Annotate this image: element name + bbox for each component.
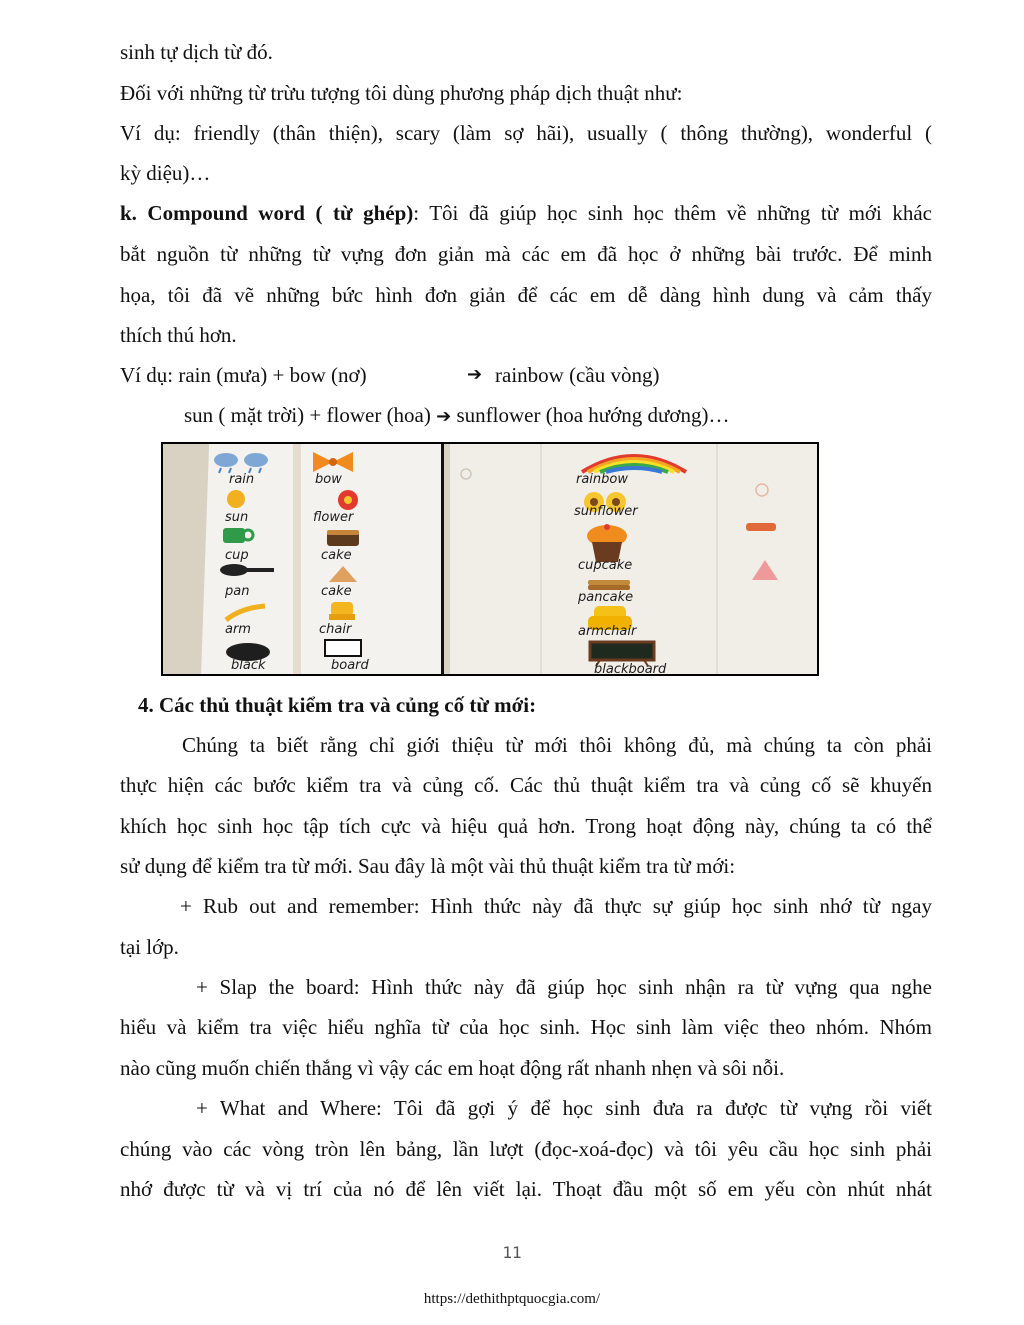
word-label: armchair xyxy=(578,624,637,639)
section-k-heading: k. Compound word ( từ ghép) xyxy=(120,201,414,225)
cake-slice-sketch-icon xyxy=(750,558,780,582)
cup-icon xyxy=(221,526,255,546)
section-4-heading: 4. Các thủ thuật kiểm tra và củng cố từ mới: xyxy=(138,693,537,717)
pan-icon xyxy=(218,562,278,578)
text-line: nào cũng muốn chiến thắng vì vậy các em hoạt động rất nhanh nhẹn và sôi nỗi. xyxy=(120,1056,785,1080)
board-icon xyxy=(323,638,363,660)
page-number: 11 xyxy=(502,1243,522,1262)
arrow-icon: ➔ xyxy=(467,364,483,385)
bow-icon xyxy=(309,450,357,474)
text-line: Chúng ta biết rằng chỉ giới thiệu từ mới thôi không đủ, mà chúng ta còn phải xyxy=(182,733,932,757)
word-label: cake xyxy=(321,548,352,563)
word-label: board xyxy=(331,658,369,673)
arrow-icon: ➔ xyxy=(436,406,452,427)
text-line: sử dụng để kiểm tra từ mới. Sau đây là một vài thủ thuật kiểm tra từ mới: xyxy=(120,854,736,878)
example-result: rainbow (cầu vòng) xyxy=(495,363,660,387)
word-label: rainbow xyxy=(576,472,628,487)
text-span: : Tôi đã giúp học sinh học thêm về những từ mới khác xyxy=(413,201,933,225)
text-line: Ví dụ: friendly (thân thiện), scary (làm sợ hãi), usually ( thông thường), wonderful ( xyxy=(120,121,932,145)
text-line: chúng vào các vòng tròn lên bảng, lần lượt (đọc-xoá-đọc) và tôi yêu cầu học sinh phải xyxy=(120,1137,932,1161)
example-text: sun ( mặt trời) + flower (hoa) xyxy=(184,403,431,427)
text-line: + Rub out and remember: Hình thức này đã thực sự giúp học sinh nhớ từ ngay xyxy=(180,894,932,918)
sun-icon xyxy=(221,488,251,510)
cloud-icon xyxy=(211,450,271,474)
section-k-line-1 xyxy=(120,199,932,227)
rainbow-icon xyxy=(576,448,692,474)
poster-photo-left xyxy=(163,444,444,674)
example-result: sunflower (hoa hướng dương)… xyxy=(456,403,730,427)
text-line: Đối với những từ trừu tượng tôi dùng phương pháp dịch thuật như: xyxy=(120,81,683,105)
chair-icon xyxy=(325,600,361,624)
text-line: hiểu và kiểm tra việc hiểu nghĩa từ của học sinh. Học sinh làm việc theo nhóm. Nhóm xyxy=(120,1015,932,1039)
text-line: tại lớp. xyxy=(120,935,179,959)
word-label: rain xyxy=(229,472,255,487)
text-line: sinh tự dịch từ đó. xyxy=(120,40,273,64)
word-label: flower xyxy=(313,510,354,525)
arm-icon xyxy=(221,602,271,624)
word-label: arm xyxy=(225,622,251,637)
text-line: nhớ được từ và vị trí của nó để lên viết lại. Thoạt đầu một số em yếu còn nhút nhát xyxy=(120,1177,932,1201)
word-label: sunflower xyxy=(574,504,638,519)
word-label: cake xyxy=(321,584,352,599)
text-line: + What and Where: Tôi đã gợi ý để học sinh đưa ra được từ vựng rồi viết xyxy=(196,1096,932,1120)
word-label: pancake xyxy=(578,590,634,605)
example-line-1 xyxy=(120,361,932,389)
text-line: kỳ diệu)… xyxy=(120,161,211,185)
example-line-2 xyxy=(184,401,884,431)
word-label: pan xyxy=(225,584,250,599)
faded-drawing-icon xyxy=(454,466,478,482)
text-line: thực hiện các bước kiểm tra và củng cố. Các thủ thuật kiểm tra và củng cố sẽ khuyến xyxy=(120,773,932,797)
poster-edge xyxy=(444,444,450,674)
example-text: Ví dụ: rain (mưa) + bow (nơ) xyxy=(120,363,367,387)
word-label: cupcake xyxy=(578,558,633,573)
word-label: bow xyxy=(315,472,342,487)
text-line: họa, tôi đã vẽ những bức hình đơn giản để các em dễ dàng hình dung và cảm thấy xyxy=(120,283,932,307)
poster-fold xyxy=(716,444,718,674)
text-line: bắt nguồn từ những từ vựng đơn giản mà các em đã học ở những bài trước. Để minh xyxy=(120,242,932,266)
text-line: khích học sinh học tập tích cực và hiệu quả hơn. Trong hoạt động này, chúng ta có thể xyxy=(120,814,932,838)
word-label: chair xyxy=(319,622,352,637)
text-line: thích thú hơn. xyxy=(120,323,237,347)
poster-fold xyxy=(293,444,301,674)
cake-icon xyxy=(323,526,363,548)
cake-slice-icon xyxy=(325,562,361,586)
word-label: black xyxy=(231,658,266,673)
faded-drawing-icon xyxy=(750,482,774,498)
compound-word-figure xyxy=(161,442,819,676)
word-label: sun xyxy=(225,510,249,525)
cake-sketch-icon xyxy=(744,520,780,534)
footer-url[interactable]: https://dethithptquocgia.com/ xyxy=(423,1291,601,1307)
word-label: blackboard xyxy=(594,662,667,674)
text-line: + Slap the board: Hình thức này đã giúp học sinh nhận ra từ vựng qua nghe xyxy=(196,975,932,999)
flower-icon xyxy=(335,488,361,512)
poster-photo-right xyxy=(444,444,817,674)
poster-fold xyxy=(540,444,542,674)
word-label: cup xyxy=(225,548,249,563)
